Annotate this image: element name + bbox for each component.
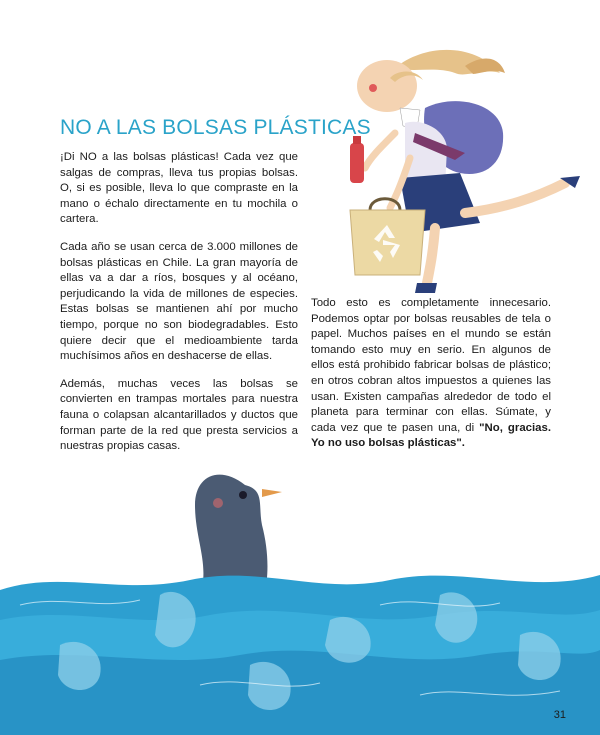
- paragraph: ¡Di NO a las bolsas plásticas! Cada vez que salgas de compras, lleva tus propias bolsas. O, si es posible, lleva lo que compraste en la mano o échalo directamente en tu mochila o cartera.: [60, 151, 298, 226]
- sea-illustration: [0, 445, 600, 735]
- paragraph-text: Todo esto es completamente innecesario. Podemos optar por bolsas reusables de tela o papel. Muchos países en el mundo se están tomando esto muy en serio. En algunos de ellos está prohibido fabricar bolsas de plástico; en otros cobran altos impuestos a quienes las usan. Existen campañas alrededor de todo el planeta para terminar con ellas. Súmate, y cada vez que te pasen una, di: [311, 297, 551, 434]
- paragraph: Cada año se usan cerca de 3.000 millones de bolsas plásticas en Chile. La gran mayoría de ellas va a dar a ríos, bosques y al océano, perjudicando la vida de millones de especies. Estas bolsas se mantienen ahí por mucho tiempo, porque no son biodegradables. Esto quiere decir que el medioambiente tarda muchísimos años en deshacerse de ellas.: [60, 240, 298, 363]
- page-number: 31: [553, 709, 566, 721]
- paragraph: Además, muchas veces las bolsas se convierten en trampas mortales para nuestra fauna o colapsan alcantarillados y ductos que forman parte de la red que presta servicios a nuestras propias casas.: [60, 377, 298, 453]
- page-title: NO A LAS BOLSAS PLÁSTICAS: [60, 116, 371, 139]
- reusable-bag-illustration: [345, 190, 435, 280]
- paragraph: [311, 296, 551, 452]
- highlighted-quote: "No, gracias. Yo no uso bolsas plásticas".: [311, 421, 551, 450]
- left-text-column: [60, 150, 298, 467]
- right-text-column: [311, 296, 551, 464]
